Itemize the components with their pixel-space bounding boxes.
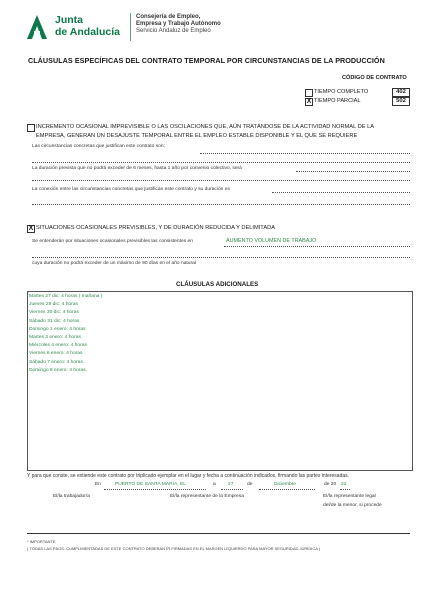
full-time-checkbox[interactable] (305, 89, 313, 97)
circumstances-input-2[interactable] (32, 162, 410, 163)
section2-checkbox[interactable]: X (28, 225, 34, 232)
year-line (340, 489, 350, 490)
place-prefix: En (95, 482, 101, 487)
section1-checkbox[interactable] (27, 124, 35, 132)
clause-line: Sábado 31 dic: 4 horas (29, 318, 80, 324)
clause-line: Viernes 30 dic: 4 horas (29, 310, 79, 316)
clause-line: Domingo 8 enero: 4 horas. (29, 367, 87, 373)
logo-line-2: de Andalucía (55, 26, 120, 38)
month-value[interactable]: Diciembre (274, 482, 297, 487)
clause-line: Jueves 29 dic: 4 horas (29, 302, 78, 308)
junta-logo-icon (26, 14, 48, 40)
full-time-code: 402 (392, 88, 410, 97)
year-prefix: de 20 (324, 482, 337, 487)
clause-line: Domingo 1 enero: 4 horas (29, 326, 86, 332)
worker-signature-label: El/la trabajador/a (53, 494, 90, 499)
contract-code-title: CÓDIGO DE CONTRATO (342, 75, 407, 81)
duration-note: cuya duración no podrá exceder de un máximo de 90 días en el año natural (32, 261, 196, 266)
legal-rep-signature-label-1: El/la representante legal (323, 494, 376, 499)
circumstances-label: Las circunstancias concretas que justifican este contrato son: (32, 144, 165, 149)
connection-input-2[interactable] (32, 204, 410, 205)
year-value[interactable]: 22 (341, 482, 347, 487)
footer-divider (27, 533, 410, 534)
section1-heading-line-1: INCREMENTO OCASIONAL IMPREVISIBLE O LAS OSCILACIONES QUE, AÚN TRATÁNDOSE DE LA ACTIVIDAD NORMAL DE LA (36, 124, 375, 130)
place-line (104, 489, 206, 490)
situations-input-2[interactable] (32, 257, 410, 258)
connection-input[interactable] (272, 192, 410, 193)
clause-line: Martes 27 dic: 4 horas ( mañana ) (29, 294, 103, 299)
duration-input-2[interactable] (32, 180, 410, 181)
additional-clauses-list (29, 293, 102, 375)
month-prefix: de (247, 482, 253, 487)
clause-line: Viernes 6 enero: 4 horas (29, 351, 83, 357)
day-line (221, 489, 243, 490)
part-time-checkbox[interactable]: X (306, 98, 312, 105)
duration-label: La duración prevista que no podrá exceder de 6 meses, hasta 1 año por convenio colectivo, será (32, 166, 242, 171)
situations-value[interactable]: AUMENTO VOLUMEN DE TRABAJO (226, 238, 317, 244)
company-signature-label: El/la representante de la Empresa (170, 494, 244, 499)
part-time-code: 502 (392, 97, 410, 106)
dept-line-3: Servicio Andaluz de Empleo (136, 28, 211, 34)
full-time-label: TIEMPO COMPLETO (314, 89, 369, 95)
part-time-label: TIEMPO PARCIAL (314, 98, 361, 104)
duration-input[interactable] (296, 171, 410, 172)
additional-clauses-title: CLÁUSULAS ADICIONALES (176, 281, 259, 288)
situations-input-line (224, 246, 410, 247)
connection-label: La conexión entre las circunstancias concretas que justifican este contrato y su duración es (32, 187, 230, 192)
place-value[interactable]: PUERTO DE SANTA MARIA, EL (115, 482, 186, 487)
logo-divider (130, 13, 131, 41)
circumstances-input[interactable] (200, 153, 410, 154)
month-line (259, 489, 315, 490)
clause-line: Sábado 7 enero: 4 horas. (29, 359, 85, 365)
clause-line: Martes 3 enero: 4 horas (29, 335, 81, 341)
footer-note: ( TODAS LAS PÁGS. CUMPLIMENTADAS DE ESTE CONTRATO DEBERÁN IR FIRMADAS EN EL MARGEN IZQUIERDO PARA MAYOR SEGURIDAD JURÍDICA ) (27, 546, 321, 551)
department-name (136, 14, 221, 35)
dept-line-1: Consejería de Empleo, (136, 14, 201, 20)
logo-line-1: Junta (55, 14, 84, 26)
clause-line: Miércoles 4 enero: 4 horas (29, 343, 87, 349)
logo-name (55, 14, 120, 38)
closing-statement: Y para que conste, se extiende este contrato por triplicado ejemplar en el lugar y fecha a continuación indicados, firmando las partes interesadas. (27, 473, 350, 479)
section1-heading-line-2: EMPRESA, GENERAN UN DESAJUSTE TEMPORAL ENTRE EL EMPLEO ESTABLE DISPONIBLE Y EL QUE SE REQUIERE (36, 133, 358, 139)
document-title: CLÁUSULAS ESPECÍFICAS DEL CONTRATO TEMPORAL POR CIRCUNSTANCIAS DE LA PRODUCCIÓN (28, 56, 385, 65)
day-prefix: a (213, 482, 216, 487)
legal-rep-signature-label-2: del/de la menor, si procede (323, 503, 382, 508)
day-value[interactable]: 27 (228, 482, 234, 487)
situations-label: Se entenderán por situaciones ocasionales previsibles las consistentes en (32, 239, 193, 244)
footer-important: * IMPORTANTE (27, 539, 56, 544)
dept-line-2: Empresa y Trabajo Autónomo (136, 21, 221, 27)
section2-heading: SITUACIONES OCASIONALES PREVISIBLES, Y DE DURACIÓN REDUCIDA Y DELIMITADA (36, 225, 276, 231)
